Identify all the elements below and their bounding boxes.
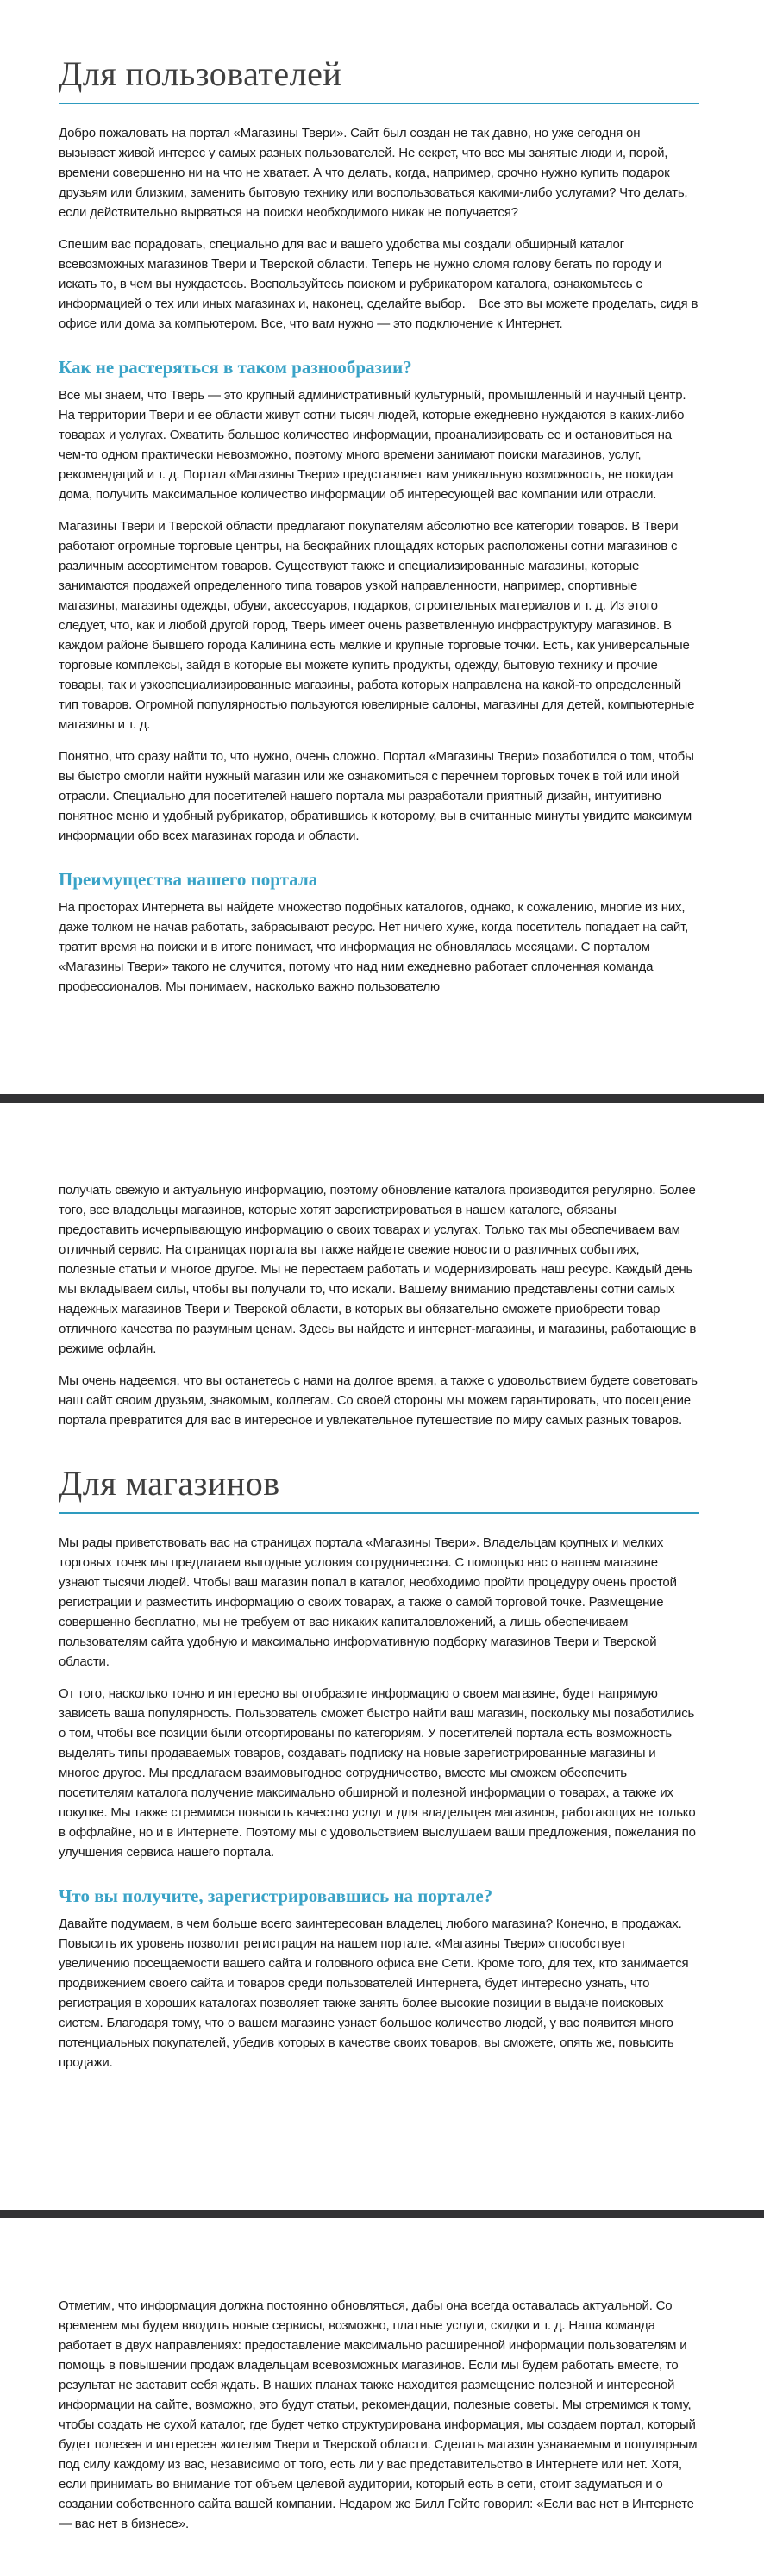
section-title-shops: Для магазинов bbox=[59, 1464, 280, 1503]
paragraph: Добро пожаловать на портал «Магазины Твери». Сайт был создан не так давно, но уже сегодня он вызывает живой интерес у самых разных пользователей. Не секрет, что все мы занятые люди и, порой, времени совершенно ни на что не хватает. А что делать, когда, например, срочно нужно купить подарок друзьям или близким, заменить бытовую технику или воспользоваться какими-либо услугами? Что делать, если действительно вырваться на поиски необходимого никак не получается? bbox=[59, 125, 692, 220]
paragraph: На просторах Интернета вы найдете множество подобных каталогов, однако, к сожалению, многие из них, даже толком не начав работать, забрасывают ресурс. Нет ничего хуже, когда посетитель попадает на сайт, тратит время на поиски и в итоге понимает, что информация не обновлялась месяцами. С порталом «Магазины Твери» такого не случится, потому что над ним ежедневно работает сплоченная команда профессионалов. Мы понимаем, насколько важно пользователю bbox=[59, 900, 692, 995]
subsection-heading-variety: Как не растеряться в таком разнообразии? bbox=[59, 356, 412, 378]
page-2 bbox=[0, 1103, 764, 2210]
paragraph: Магазины Твери и Тверской области предлагают покупателям абсолютно все категории товаров. В Твери работают огромные торговые центры, на бескрайних площадях которых расположены сотни магазинов с различным ассортиментом товаров. Существуют также и специализированные магазины, которые занимаются продажей определенного типа товаров узкой направленности, например, спортивные магазины, магазины одежды, обуви, аксессуаров, подарков, строительных материалов и т. д. Из этого следует, что, как и любой другой город, Тверь имеет очень разветвленную инфраструктуру магазинов. В каждом районе бывшего города Калинина есть мелкие и крупные торговые точки. Есть, как универсальные торговые комплексы, зайдя в которые вы можете купить продукты, одежду, бытовую технику и прочие товары, так и узкоспециализированные магазины, работа которых направлена на какой-то определенный тип товаров. Огромной популярностью пользуются ювелирные салоны, магазины для детей, компьютерные магазины и т. д. bbox=[59, 519, 698, 733]
paragraph: От того, насколько точно и интересно вы отобразите информацию о своем магазине, будет напрямую зависеть ваша популярность. Пользователь сможет быстро найти ваш магазин, поскольку мы позаботились о том, чтобы все позиции были отсортированы по категориям. У посетителей портала есть возможность выделять типы продаваемых товаров, создавать подписку на новые зарегистрированные магазины и многое другое. Мы предлагаем взаимовыгодное сотрудничество, вместе мы сможем обеспечить посетителям каталога получение максимально обширной и полезной информации о товарах, а также их покупке. Мы также стремимся повысить качество услуг и для владельцев магазинов, работающих не только в оффлайне, но и в Интернете. Поэтому мы с удовольствием выслушаем ваши предложения, пожелания по улучшения сервиса нашего портала. bbox=[59, 1685, 699, 1860]
paragraph: получать свежую и актуальную информацию, поэтому обновление каталога производится регулярно. Более того, все владельцы магазинов, которые хотят зарегистрироваться в нашем каталоге, обязаны предоставить исчерпывающую информацию о своих товарах и услугах. Только так мы обеспечиваем вам отличный сервис. На страницах портала вы также найдете свежие новости о различных событиях, полезные статьи и многое другое. Мы не перестаем работать и модернизировать наш ресурс. Каждый день мы вкладываем силы, чтобы вы получали то, что искали. Вашему вниманию представлены сотни самых надежных магазинов Твери и Тверской области, в которых вы обязательно сможете приобрести товар отличного качества по разумным ценам. Здесь вы найдете и интернет-магазины, и магазины, работающие в режиме офлайн. bbox=[59, 1183, 700, 1356]
page-separator bbox=[0, 2210, 764, 2218]
section-title-users: Для пользователей bbox=[59, 54, 342, 93]
paragraph: Мы очень надеемся, что вы останетесь с нами на долгое время, а также с удовольствием будете советовать наш сайт своим друзьям, знакомым, коллегам. Со своей стороны мы можем гарантировать, что посещение портала превратится для вас в интересное и увлекательное путешествие по миру самых разных товаров. bbox=[59, 1373, 701, 1428]
paragraph: Мы рады приветствовать вас на страницах портала «Магазины Твери». Владельцам крупных и мелких торговых точек мы предлагаем выгодные условия сотрудничества. С помощью нас о вашем магазине узнают тысячи людей. Чтобы ваш магазин попал в каталог, необходимо пройти процедуру очень простой регистрации и разместить информацию о своих товарах, а также о самой торговой точке. Размещение совершенно бесплатно, мы не требуем от вас никаких капиталовложений, а лишь обеспечиваем пользователям сайта удобную и максимально информативную подборку магазинов Твери и Тверской области. bbox=[59, 1535, 680, 1669]
page-separator bbox=[0, 1094, 764, 1103]
page-3 bbox=[0, 2218, 764, 2576]
paragraph: Давайте подумаем, в чем больше всего заинтересован владелец любого магазина? Конечно, в продажах. Повысить их уровень позволит регистрация на нашем портале. «Магазины Твери» способствует увеличению посещаемости вашего сайта и головного офиса вне Сети. Кроме того, для тех, кто занимается продвижением своего сайта и товаров среди пользователей Интернета, будет интересно узнать, что регистрация в хороших каталогах позволяет также занять более высокие позиции в выдаче поисковых систем. Благодаря тому, что о вашем магазине узнает большое количество людей, у вас появится много потенциальных покупателей, убедив которых в качестве своих товаров, вы сможете, опять же, повысить продажи. bbox=[59, 1916, 692, 2071]
subsection-heading-register: Что вы получите, зарегистрировавшись на портале? bbox=[59, 1885, 493, 1906]
title-underline bbox=[59, 103, 699, 104]
subsection-heading-advantages: Преимущества нашего портала bbox=[59, 869, 318, 891]
paragraph: Отметим, что информация должна постоянно обновляться, дабы она всегда оставалась актуальной. Со временем мы будем вводить новые сервисы, возможно, платные услуги, скидки и т. д. Наша команда работает в двух направлениях: предоставление максимально расширенной информации пользователям и помощь в повышении продаж владельцам всевозможных магазинов. Если мы будем работать вместе, то результат не заставит себя ждать. В наших планах также находится размещение полезной и интересной информации на сайте, возможно, это будут статьи, рекомендации, полезные советы. Мы стремимся к тому, чтобы создать не сухой каталог, где будет четко структурирована информация, мы создаем портал, который будет полезен и интересен жителям Твери и Тверской области. Сделать магазин узнаваемым и популярным под силу каждому из вас, независимо от того, есть ли у вас представительство в Интернете или нет. Хотя, если принимать во внимание тот объем целевой аудитории, который есть в сети, стоит задуматься и о создании собственного сайта вашей компании. Недаром же Билл Гейтс говорил: «Если вас нет в Интернете — вас нет в бизнесе». bbox=[59, 2298, 701, 2531]
paragraph: Все мы знаем, что Тверь — это крупный административный культурный, промышленный и научный центр. На территории Твери и ее области живут сотни тысяч людей, которые ежедневно нуждаются в каких-либо товарах и услугах. Охватить большое количество информации, проанализировать ее и остановиться на чем-то одном практически невозможно, поэтому много времени занимают поиски магазинов, услуг, рекомендаций и т. д. Портал «Магазины Твери» представляет вам уникальную возможность, не покидая дома, получить максимальное количество информации об интересующей вас компании или отрасли. bbox=[59, 388, 690, 503]
title-underline bbox=[59, 1512, 699, 1514]
paragraph: Спешим вас порадовать, специально для вас и вашего удобства мы создали обширный каталог всевозможных магазинов Твери и Тверской области. Теперь не нужно сломя голову бегать по городу и искать то, в чем вы нуждаетесь. Воспользуйтесь поиском и рубрикатором каталога, ознакомьтесь с информацией о тех или иных магазинах и, наконец, сделайте выбор. Все это вы можете проделать, сидя в офисе или дома за компьютером. Все, что вам нужно — это подключение к Интернет. bbox=[59, 236, 702, 331]
page-1 bbox=[0, 0, 764, 1094]
paragraph: Понятно, что сразу найти то, что нужно, очень сложно. Портал «Магазины Твери» позаботился о том, чтобы вы быстро смогли найти нужный магазин или же ознакомиться с перечнем торговых точек в той или иной отрасли. Специально для посетителей нашего портала мы разработали приятный дизайн, интуитивно понятное меню и удобный рубрикатор, обратившись к которому, вы в считанные минуты увидите максимум информации обо всех магазинах города и области. bbox=[59, 749, 698, 844]
